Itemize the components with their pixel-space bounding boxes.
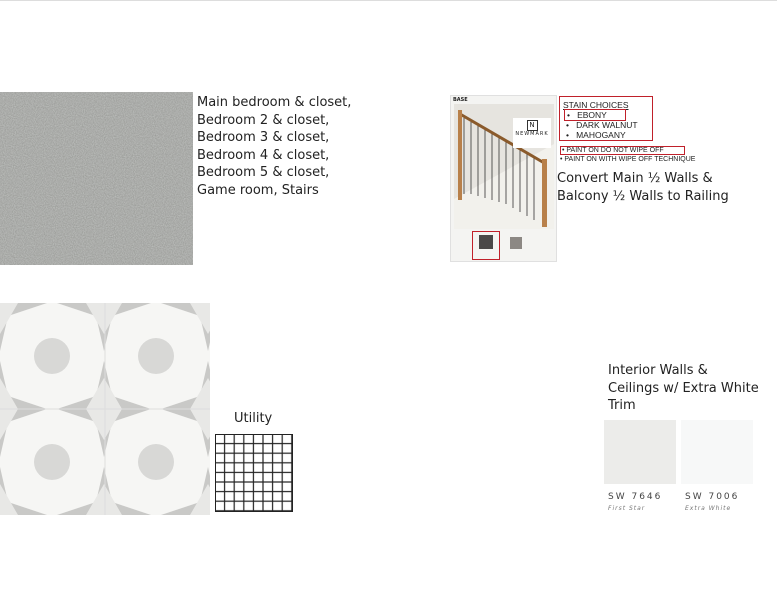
text-line: Bedroom 3 & closet, <box>197 130 330 145</box>
gray-sample <box>510 237 522 249</box>
stain-choices-box: STAIN CHOICES • EBONY • DARK WALNUT • MAHOGANY <box>559 96 653 141</box>
text-line: Bedroom 4 & closet, <box>197 147 330 163</box>
text-line: Game room, Stairs <box>197 182 319 198</box>
logo-text: NEWMARK <box>515 131 549 137</box>
railing-image <box>450 95 557 262</box>
swatch-first-star <box>604 420 676 484</box>
swatch-code: SW 7006 <box>685 492 740 502</box>
star-tile-swatch <box>0 303 210 515</box>
carpet-rooms-label <box>197 94 351 199</box>
text-line: Balcony ½ Walls to Railing <box>557 188 729 204</box>
text-line: Trim <box>608 398 636 413</box>
text-line: Interior Walls & <box>608 363 708 378</box>
text-line: Ceilings w/ Extra White <box>608 380 759 396</box>
image-label: BASE <box>453 97 468 103</box>
railing-caption <box>557 170 729 205</box>
newmark-logo: N NEWMARK <box>513 118 551 148</box>
swatch-name: Extra White <box>685 505 732 512</box>
mosaic-grid-tile <box>215 434 293 512</box>
ebony-sample-highlight <box>472 231 500 260</box>
utility-label: Utility <box>234 411 273 426</box>
text-line: Bedroom 5 & closet, <box>197 165 330 180</box>
swatch-extra-white <box>681 420 753 484</box>
stain-option: MAHOGANY <box>576 130 626 140</box>
swatch-name: First Star <box>608 505 646 512</box>
text-line: Main bedroom & closet, <box>197 95 352 110</box>
swatch-code: SW 7646 <box>608 492 663 502</box>
text-line: Convert Main ½ Walls & <box>557 171 713 186</box>
paint-caption <box>608 362 759 415</box>
carpet-swatch <box>0 92 193 265</box>
stain-option: DARK WALNUT <box>576 120 638 130</box>
text-line: Bedroom 2 & closet, <box>197 112 330 128</box>
paint-options: • PAINT ON DO NOT WIPE OFF • PAINT ON WITH WIPE OFF TECHNIQUE <box>560 147 696 163</box>
paint-option: PAINT ON DO NOT WIPE OFF <box>566 147 664 154</box>
paint-option: PAINT ON WITH WIPE OFF TECHNIQUE <box>564 156 696 163</box>
scan-edge <box>0 0 777 1</box>
stain-title: STAIN CHOICES <box>563 100 629 110</box>
stain-option: EBONY <box>577 110 607 120</box>
